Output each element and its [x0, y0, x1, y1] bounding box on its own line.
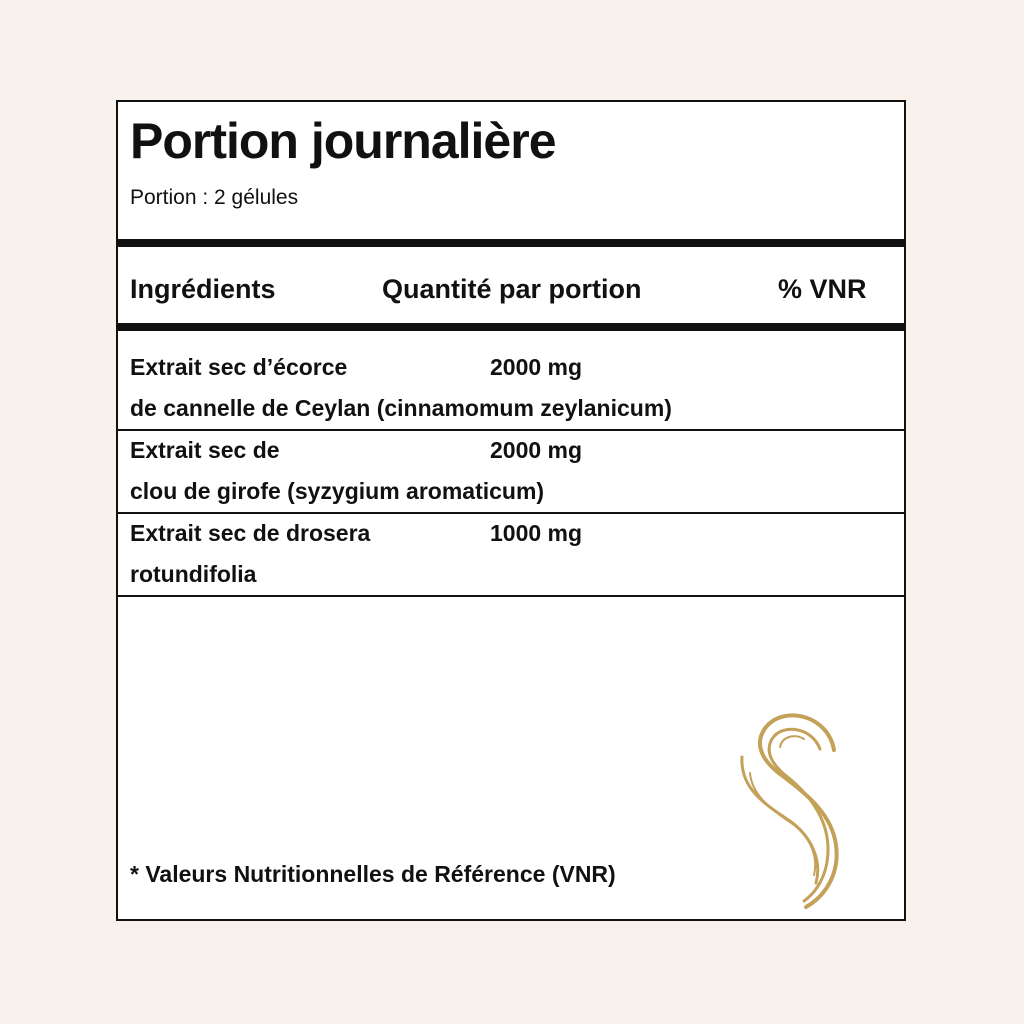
header-divider-top	[118, 239, 904, 247]
swirl-s-logo-icon	[736, 705, 846, 911]
ingredient-quantity: 2000 mg	[490, 437, 583, 463]
ingredient-name-line2: clou de girofe (syzygium aromaticum)	[130, 478, 545, 504]
ingredient-row	[118, 331, 904, 431]
ingredient-name-line2: rotundifolia	[130, 561, 257, 587]
ingredient-name-line2: de cannelle de Ceylan (cinnamomum zeylanicum)	[130, 395, 672, 421]
label-title: Portion journalière	[130, 113, 556, 169]
ingredient-name-line1: Extrait sec de	[130, 437, 280, 463]
ingredient-row	[118, 514, 904, 597]
nutrition-label-panel	[116, 100, 906, 921]
ingredient-quantity: 2000 mg	[490, 354, 583, 380]
serving-size-text: Portion : 2 gélules	[130, 186, 299, 209]
column-header-quantity: Quantité par portion	[382, 274, 642, 304]
ingredient-name-line1: Extrait sec de drosera	[130, 520, 371, 546]
vnr-footnote: * Valeurs Nutritionnelles de Référence (VNR)	[130, 861, 616, 887]
ingredient-quantity: 1000 mg	[490, 520, 583, 546]
column-header-vnr: % VNR	[778, 274, 867, 304]
ingredient-name-line1: Extrait sec d’écorce	[130, 354, 348, 380]
ingredient-row	[118, 431, 904, 514]
header-divider-bottom	[118, 323, 904, 331]
column-header-ingredients: Ingrédients	[130, 274, 276, 304]
column-headers	[118, 269, 904, 309]
